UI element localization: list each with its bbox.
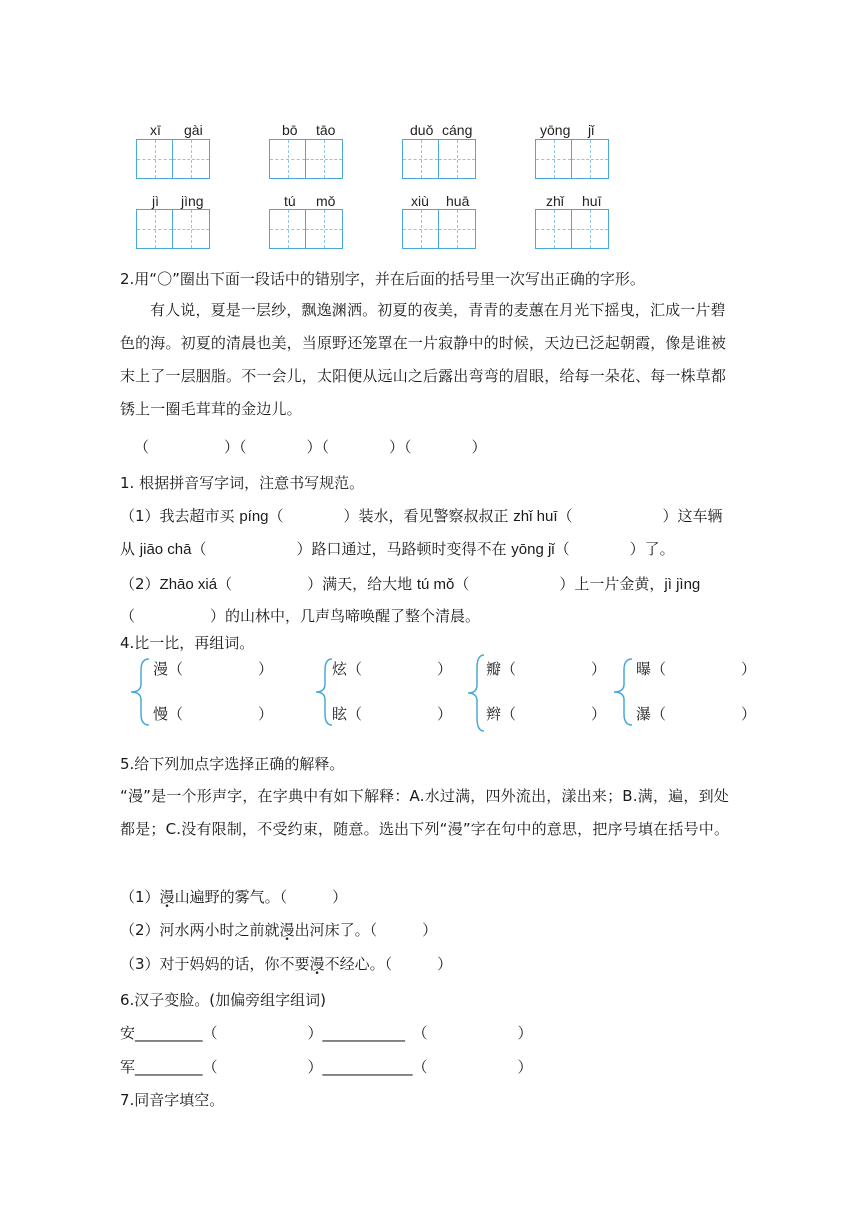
question-1-title: 1. 根据拼音写字词，注意书写规范。 xyxy=(120,474,365,492)
pinyin: bō xyxy=(282,122,298,138)
writing-grid[interactable] xyxy=(402,139,476,179)
pinyin: jìng xyxy=(181,193,204,209)
question-6-title: 6.汉子变脸。(加偏旁组字组词) xyxy=(120,991,327,1009)
compare-word[interactable]: 曝（ ） xyxy=(636,660,757,678)
pinyin: cáng xyxy=(442,122,473,138)
pinyin: mǒ xyxy=(316,193,336,209)
pinyin: jǐ xyxy=(588,122,595,138)
question-5-description: “漫”是一个形声字，在字典中有如下解释：A.水过满，四外流出，漾出来；B.满，遍，到处都是；C.没有限制，不受约束，随意。选出下列“漫”字在句中的意思，把序号填在括号中。 xyxy=(120,787,730,838)
pinyin: jì xyxy=(152,193,159,209)
question-6-row[interactable]: 安_________（ ）___________ （ ） xyxy=(120,1024,533,1042)
pinyin: xī xyxy=(150,122,161,138)
pinyin: tāo xyxy=(316,122,336,138)
writing-grid[interactable] xyxy=(269,139,343,179)
pinyin: gài xyxy=(184,122,203,138)
question-2-title: 2.用“〇”圈出下面一段话中的错别字，并在后面的括号里一次写出正确的字形。 xyxy=(120,270,645,288)
question-1-line: （1）我去超市买 píng（ ）装水，看见警察叔叔正 zhǐ huī（ ）这车辆 xyxy=(120,507,723,525)
question-1-line: 从 jiāo chā（ ）路口通过，马路顿时变得不在 yōng jǐ（ ）了。 xyxy=(120,540,675,558)
question-5-sentence: （1）漫山遍野的雾气。（ ） xyxy=(120,888,348,906)
question-6-row[interactable]: 军_________（ ）____________（ ） xyxy=(120,1058,533,1076)
pinyin: xiù xyxy=(411,193,429,209)
compare-word[interactable]: 眩（ ） xyxy=(332,705,453,723)
compare-word[interactable]: 瓣（ ） xyxy=(486,660,607,678)
brace-icon xyxy=(611,656,635,728)
writing-grid[interactable] xyxy=(136,139,210,179)
question-5-sentence: （3）对于妈妈的话，你不要漫不经心。（ ） xyxy=(120,955,453,973)
question-4-title: 4.比一比，再组词。 xyxy=(120,634,255,652)
question-2-answer-blanks[interactable]: （ ）（ ）（ ）（ ） xyxy=(134,438,487,456)
writing-grid[interactable] xyxy=(535,209,609,249)
pinyin: tú xyxy=(284,193,296,209)
question-5-sentence: （2）河水两小时之前就漫出河床了。（ ） xyxy=(120,921,438,939)
writing-grid[interactable] xyxy=(136,209,210,249)
writing-grid[interactable] xyxy=(269,209,343,249)
compare-word[interactable]: 辫（ ） xyxy=(486,705,607,723)
compare-word[interactable]: 漫（ ） xyxy=(153,660,274,678)
question-5-title: 5.给下列加点字选择正确的解释。 xyxy=(120,755,345,773)
compare-word[interactable]: 慢（ ） xyxy=(153,705,274,723)
brace-icon xyxy=(465,652,487,734)
compare-word[interactable]: 瀑（ ） xyxy=(636,705,757,723)
question-1-line: （ ）的山林中，几声鸟啼唤醒了整个清晨。 xyxy=(120,607,481,625)
pinyin: duǒ xyxy=(410,122,434,138)
writing-grid[interactable] xyxy=(402,209,476,249)
question-1-line: （2）Zhāo xiá（ ）满天，给大地 tú mǒ（ ）上一片金黄，jì jìng xyxy=(120,575,701,593)
question-2-passage: 有人说，夏是一层纱，飘逸渊洒。初夏的夜美，青青的麦蕙在月光下摇曳，汇成一片碧色的海。初夏的清晨也美，当原野还笼罩在一片寂静中的时候，天边已泛起朝霞，像是谁被末上了一层胭脂。不一会儿，太阳便从远山之后露出弯弯的眉眼，给每一朵花、每一株草都锈上一圈毛茸茸的金边儿。 xyxy=(120,301,727,418)
question-7-title: 7.同音字填空。 xyxy=(120,1091,225,1109)
pinyin: yōng xyxy=(540,122,571,138)
compare-word[interactable]: 炫（ ） xyxy=(332,660,453,678)
brace-icon xyxy=(127,656,153,728)
pinyin: zhǐ xyxy=(546,193,564,209)
pinyin: huā xyxy=(446,193,470,209)
writing-grid[interactable] xyxy=(535,139,609,179)
pinyin: huī xyxy=(582,193,602,209)
